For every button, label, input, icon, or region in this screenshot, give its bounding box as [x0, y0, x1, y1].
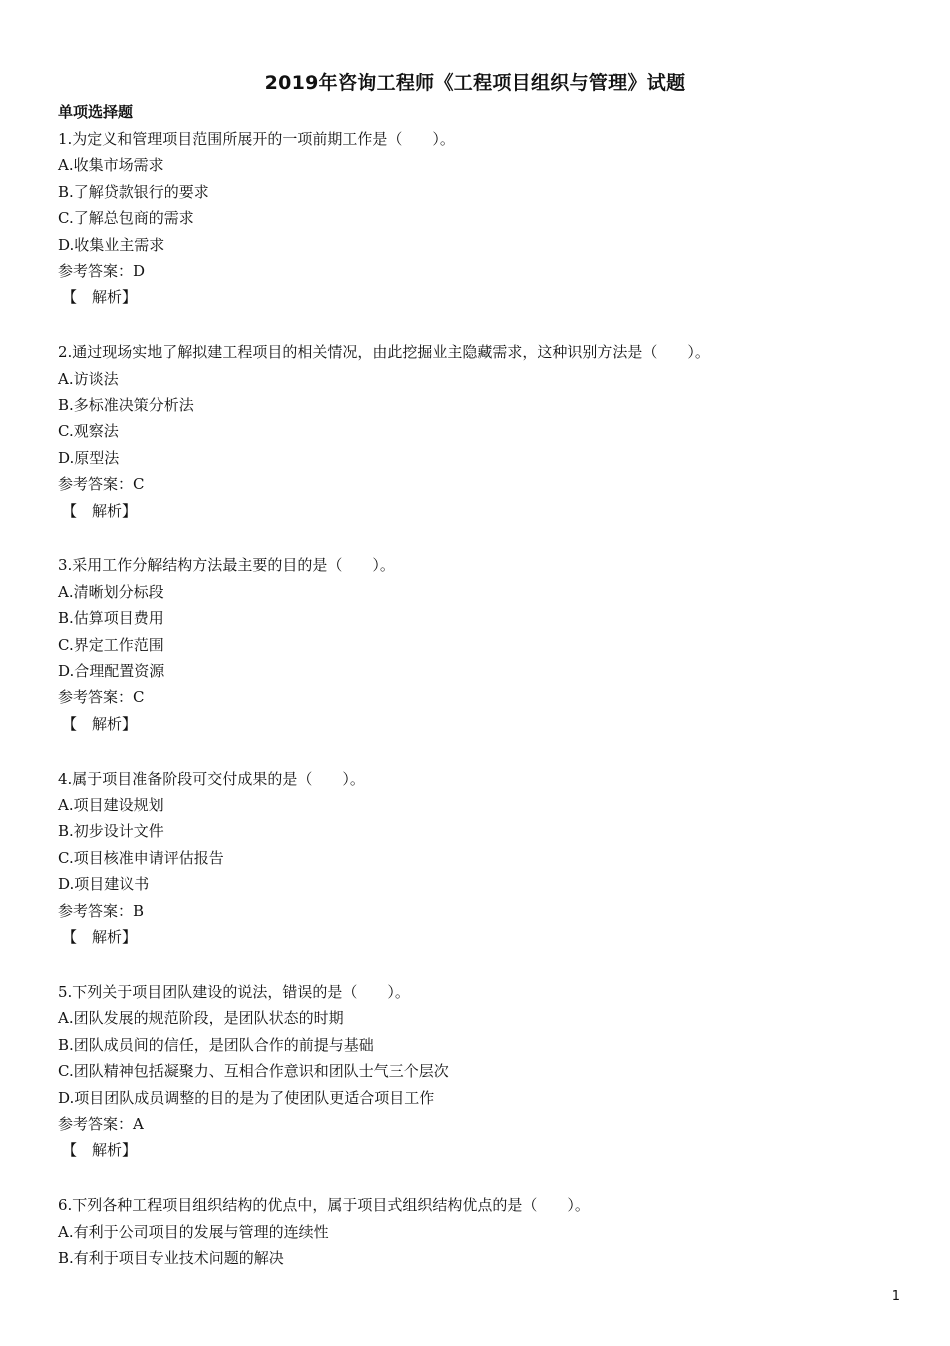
- option-d: D.收集业主需求: [58, 235, 165, 254]
- analysis-label: 【 解析】: [62, 1141, 138, 1160]
- analysis-label: 【 解析】: [62, 288, 138, 307]
- reference-answer: 参考答案：C: [58, 688, 145, 707]
- option-a: A.项目建设规划: [58, 796, 164, 815]
- option-c: C.了解总包商的需求: [58, 209, 194, 228]
- option-c: C.项目核准申请评估报告: [58, 848, 224, 867]
- option-b: B.多标准决策分析法: [58, 396, 194, 415]
- document-title: 2019年咨询工程师《工程项目组织与管理》试题: [264, 72, 686, 94]
- question-3: [58, 552, 898, 737]
- reference-answer: 参考答案：C: [58, 475, 145, 494]
- option-d: D.项目建议书: [58, 875, 150, 894]
- option-a: A.收集市场需求: [58, 156, 164, 175]
- reference-answer: 参考答案：D: [58, 261, 146, 280]
- reference-answer: 参考答案：B: [58, 901, 145, 920]
- question-5: [58, 979, 898, 1164]
- option-b: B.了解贷款银行的要求: [58, 182, 209, 201]
- question-stem: 5.下列关于项目团队建设的说法，错误的是（ ）。: [58, 982, 410, 1001]
- analysis-label: 【 解析】: [62, 928, 138, 947]
- option-d: D.合理配置资源: [58, 662, 165, 681]
- option-a: A.团队发展的规范阶段，是团队状态的时期: [58, 1009, 344, 1028]
- question-1: [58, 126, 898, 311]
- question-stem: 1.为定义和管理项目范围所展开的一项前期工作是（ ）。: [58, 130, 455, 148]
- option-d: D.原型法: [58, 448, 120, 467]
- option-b: B.初步设计文件: [58, 822, 164, 841]
- question-stem: 4.属于项目准备阶段可交付成果的是（ ）。: [58, 769, 365, 788]
- question-4: [58, 766, 898, 951]
- option-a: A.有利于公司项目的发展与管理的连续性: [58, 1222, 329, 1241]
- option-a: A.访谈法: [58, 369, 119, 388]
- page-number: 1: [891, 1289, 900, 1304]
- analysis-label: 【 解析】: [62, 501, 138, 520]
- question-6: [58, 1192, 898, 1271]
- option-c: C.团队精神包括凝聚力、互相合作意识和团队士气三个层次: [58, 1062, 449, 1081]
- option-b: B.有利于项目专业技术问题的解决: [58, 1248, 284, 1267]
- option-b: B.团队成员间的信任，是团队合作的前提与基础: [58, 1035, 374, 1054]
- section-heading: 单项选择题: [58, 103, 134, 121]
- question-stem: 2.通过现场实地了解拟建工程项目的相关情况，由此挖掘业主隐藏需求，这种识别方法是（ ）。: [58, 343, 710, 362]
- option-c: C.观察法: [58, 422, 119, 441]
- reference-answer: 参考答案：A: [58, 1114, 144, 1133]
- question-stem: 6.下列各种工程项目组织结构的优点中，属于项目式组织结构优点的是（ ）。: [58, 1196, 590, 1215]
- option-d: D.项目团队成员调整的目的是为了使团队更适合项目工作: [58, 1088, 435, 1107]
- question-2: [58, 339, 898, 524]
- question-stem: 3.采用工作分解结构方法最主要的目的是（ ）。: [58, 556, 395, 575]
- option-b: B.估算项目费用: [58, 609, 164, 628]
- option-c: C.界定工作范围: [58, 635, 164, 654]
- question-list: [58, 126, 898, 1300]
- option-a: A.清晰划分标段: [58, 582, 164, 601]
- analysis-label: 【 解析】: [62, 714, 138, 733]
